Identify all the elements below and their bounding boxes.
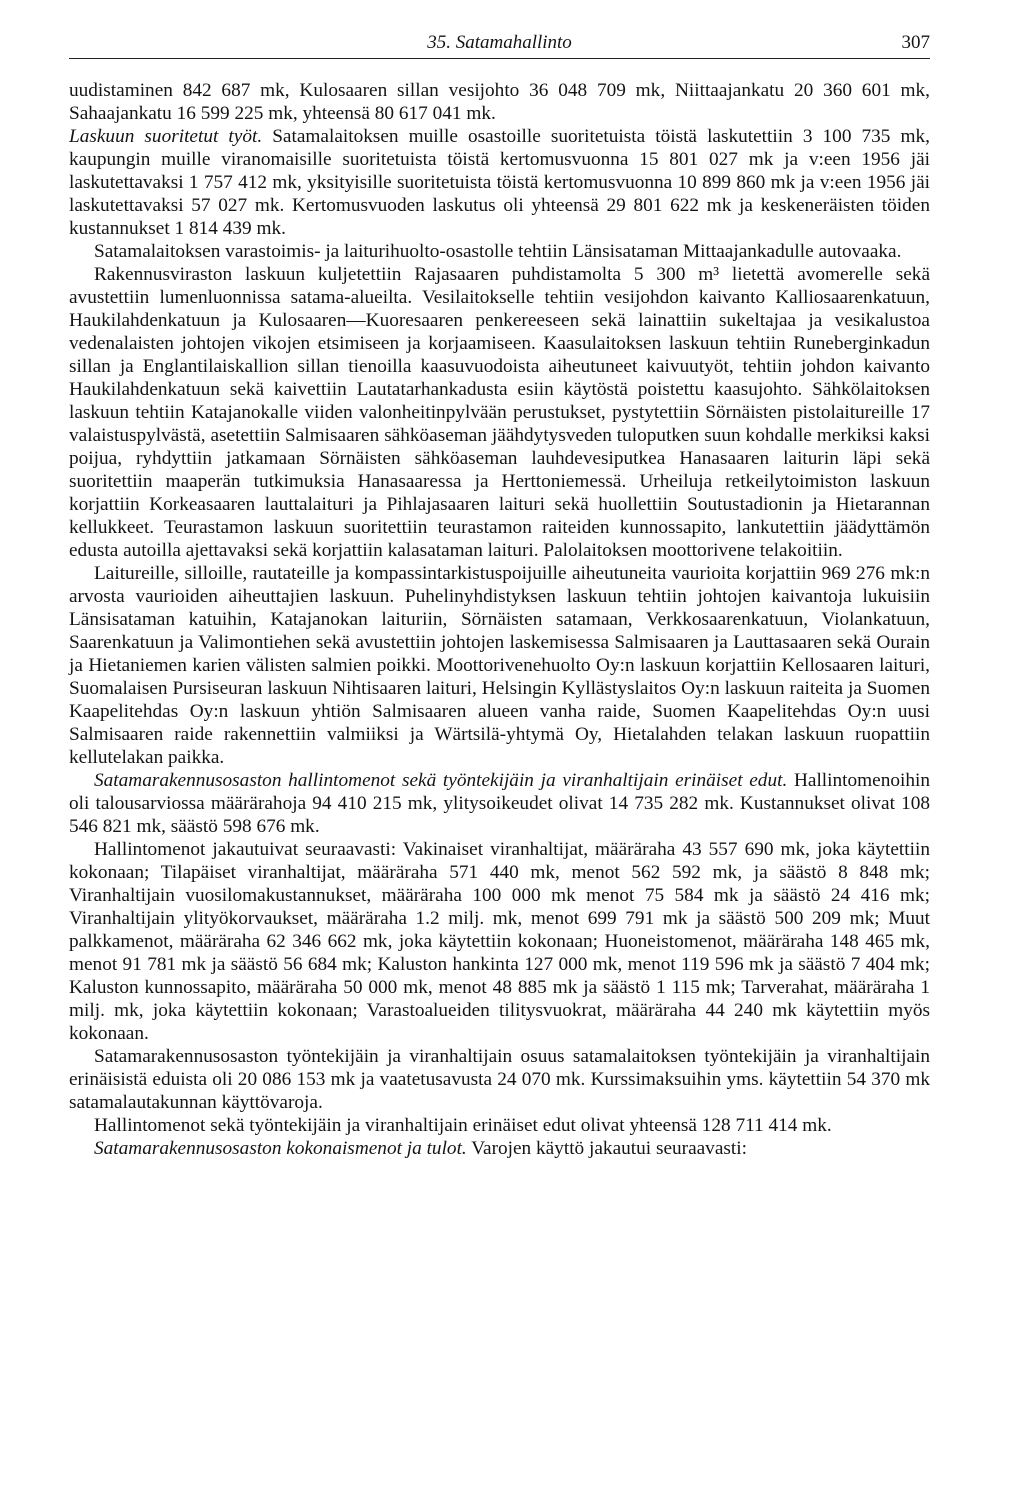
paragraph-text: Hallintomenot sekä työntekijäin ja viranhaltijain erinäiset edut olivat yhteensä 128 711 414 mk. <box>94 1115 832 1136</box>
paragraph <box>69 125 930 240</box>
paragraph-heading: Satamarakennusosaston hallintomenot sekä työntekijäin ja viranhaltijain erinäiset edut. <box>94 770 788 791</box>
paragraph-text: Hallintomenoihin oli talousarviossa määrärahoja 94 410 215 mk, ylitysoikeudet olivat 14 735 282 mk. Kustannukset olivat 108 546 821 mk, säästö 598 676 mk. <box>69 770 930 837</box>
paragraph <box>69 1045 930 1114</box>
paragraph-text: Hallintomenot jakautuivat seuraavasti: Vakinaiset viranhaltijat, määräraha 43 557 690 mk, joka käytettiin kokonaan; Tilapäiset viranhaltijat, määräraha 571 440 mk, menot 562 592 mk, ja säästö 8 848 mk; Viranhaltijain vuosilomakustannukset, määräraha 100 000 mk menot 75 584 mk ja säästö 24 416 mk; Viranhaltijain ylityökorvaukset, määräraha 1.2 milj. mk, menot 699 791 mk ja säästö 500 209 mk; Muut palkkamenot, määräraha 62 346 662 mk, joka käytettiin kokonaan; Huoneistomenot, määräraha 148 465 mk, menot 91 781 mk ja säästö 56 684 mk; Kaluston hankinta 127 000 mk, menot 119 596 mk ja säästö 7 404 mk; Kaluston kunnossapito, määräraha 50 000 mk, menot 48 885 mk ja säästö 1 115 mk; Tarverahat, määräraha 1 milj. mk, joka käytettiin kokonaan; Varastoalueiden tilitysvuokrat, määräraha 44 240 mk käytettiin myös kokonaan. <box>69 839 930 1044</box>
document-body <box>69 79 930 1160</box>
paragraph <box>69 1114 930 1137</box>
paragraph-text: Rakennusviraston laskuun kuljetettiin Rajasaaren puhdistamolta 5 300 m³ lietettä avomerelle sekä avustettiin lumenluonnissa satama-alueilta. Vesilaitokselle tehtiin vesijohdon kaivanto Kalliosaarenkatuun, Haukilahdenkatuun ja Kulosaaren—Kuoresaaren penkereeseen sekä lainattiin sukeltajaa ja vesikalustoa vedenalaisten johtojen vikojen etsimiseen ja korjaamiseen. Kaasulaitoksen laskuun tehtiin Runeberginkadun sillan ja Englantilaiskallion sillan tienoilla kaasuvuodoista aiheutuneet kaivuutyöt, tehtiin johdon kaivanto Haukilahdenkatuun sekä kaivettiin Lautatarhankadusta esiin käytöstä poistettu kaasujohto. Sähkölaitoksen laskuun tehtiin Katajanokalle viiden valonheitinpylvään perustukset, pystytettiin Sörnäisten pistolaitureille 17 valaistuspylvästä, asetettiin Salmisaaren sähköaseman jäähdytysveden tuloputken suun kohdalle merkiksi kaksi poijua, ryhdyttiin jatkamaan Sörnäisten sähköaseman lauhdevesiputkea Hanasaaren laiturin läpi sekä suoritettiin maaperän tutkimuksia Hanasaaressa ja Herttoniemessä. Urheiluja retkeilytoimiston laskuun korjattiin Korkeasaaren lauttalaituri ja Pihlajasaaren laituri sekä huollettiin Soutustadionin ja Hietarannan kellukkeet. Teurastamon laskuun suoritettiin teurastamon raiteiden kunnossapito, lankutettiin jäädyttämön edusta autoilla ajettavaksi sekä korjattiin kalasataman laituri. Palolaitoksen moottorivene telakoitiin. <box>69 264 930 561</box>
paragraph <box>69 838 930 1045</box>
paragraph-text: Laitureille, silloille, rautateille ja kompassintarkistuspoijuille aiheutuneita vaurioita korjattiin 969 276 mk:n arvosta vaurioiden aiheuttajien laskuun. Puhelinyhdistyksen laskuun tehtiin johtojen kaivantoja lukuisiin Länsisataman katuihin, Katajanokan laituriin, Sörnäisten satamaan, Verkkosaarenkatuun, Violankatuun, Saarenkatuun ja Valimontiehen sekä avustettiin johtojen laskemisessa Salmisaaren ja Lauttasaaren sekä Ourain ja Hietaniemen karien välisten salmien poikki. Moottorivenehuolto Oy:n laskuun korjattiin Kellosaaren laituri, Suomalaisen Pursiseuran laskuun Nihtisaaren laituri, Helsingin Kyllästyslaitos Oy:n laskuun raiteita ja Suomen Kaapelitehdas Oy:n laskuun yhtiön Salmisaaren alueen vanha raide, Suomen Kaapelitehdas Oy:n uusi Salmisaaren raide rakennettiin valmiiksi ja Wärtsilä-yhtymä Oy, Hietalahden telakan laskuun ruopattiin kellutelakan paikka. <box>69 563 930 768</box>
paragraph-heading: Laskuun suoritetut työt. <box>69 126 263 147</box>
paragraph <box>69 562 930 769</box>
running-header <box>69 30 930 59</box>
paragraph <box>69 240 930 263</box>
paragraph-text: Satamalaitoksen varastoimis- ja laiturihuolto-osastolle tehtiin Länsisataman Mittaajankadulle autovaaka. <box>94 241 902 262</box>
chapter-title: 35. Satamahallinto <box>427 32 572 53</box>
paragraph <box>69 79 930 125</box>
paragraph-text: Satamalaitoksen muille osastoille suoritetuista töistä laskutettiin 3 100 735 mk, kaupungin muille viranomaisille suoritetuista töistä kertomusvuonna 15 801 027 mk ja v:een 1956 jäi laskutettavaksi 1 757 412 mk, yksityisille suoritetuista töistä kertomusvuonna 10 899 860 mk ja v:een 1956 jäi laskutettavaksi 57 027 mk. Kertomusvuoden laskutus oli yhteensä 29 801 622 mk ja keskeneräisten töiden kustannukset 1 814 439 mk. <box>69 126 930 239</box>
paragraph-text: Satamarakennusosaston työntekijäin ja viranhaltijain osuus satamalaitoksen työntekijäin ja viranhaltijain erinäisistä eduista oli 20 086 153 mk ja vaatetusavusta 24 070 mk. Kurssimaksuihin yms. käytettiin 54 370 mk satamalautakunnan käyttövaroja. <box>69 1046 930 1113</box>
paragraph-text: Varojen käyttö jakautui seuraavasti: <box>466 1138 747 1159</box>
paragraph-text: uudistaminen 842 687 mk, Kulosaaren sillan vesijohto 36 048 709 mk, Niittaajankatu 20 360 601 mk, Sahaajankatu 16 599 225 mk, yhteensä 80 617 041 mk. <box>69 80 930 124</box>
paragraph <box>69 1137 930 1160</box>
paragraph <box>69 769 930 838</box>
paragraph <box>69 263 930 562</box>
page-number: 307 <box>901 32 930 53</box>
paragraph-heading: Satamarakennusosaston kokonaismenot ja tulot. <box>94 1138 467 1159</box>
document-page <box>69 30 930 1160</box>
